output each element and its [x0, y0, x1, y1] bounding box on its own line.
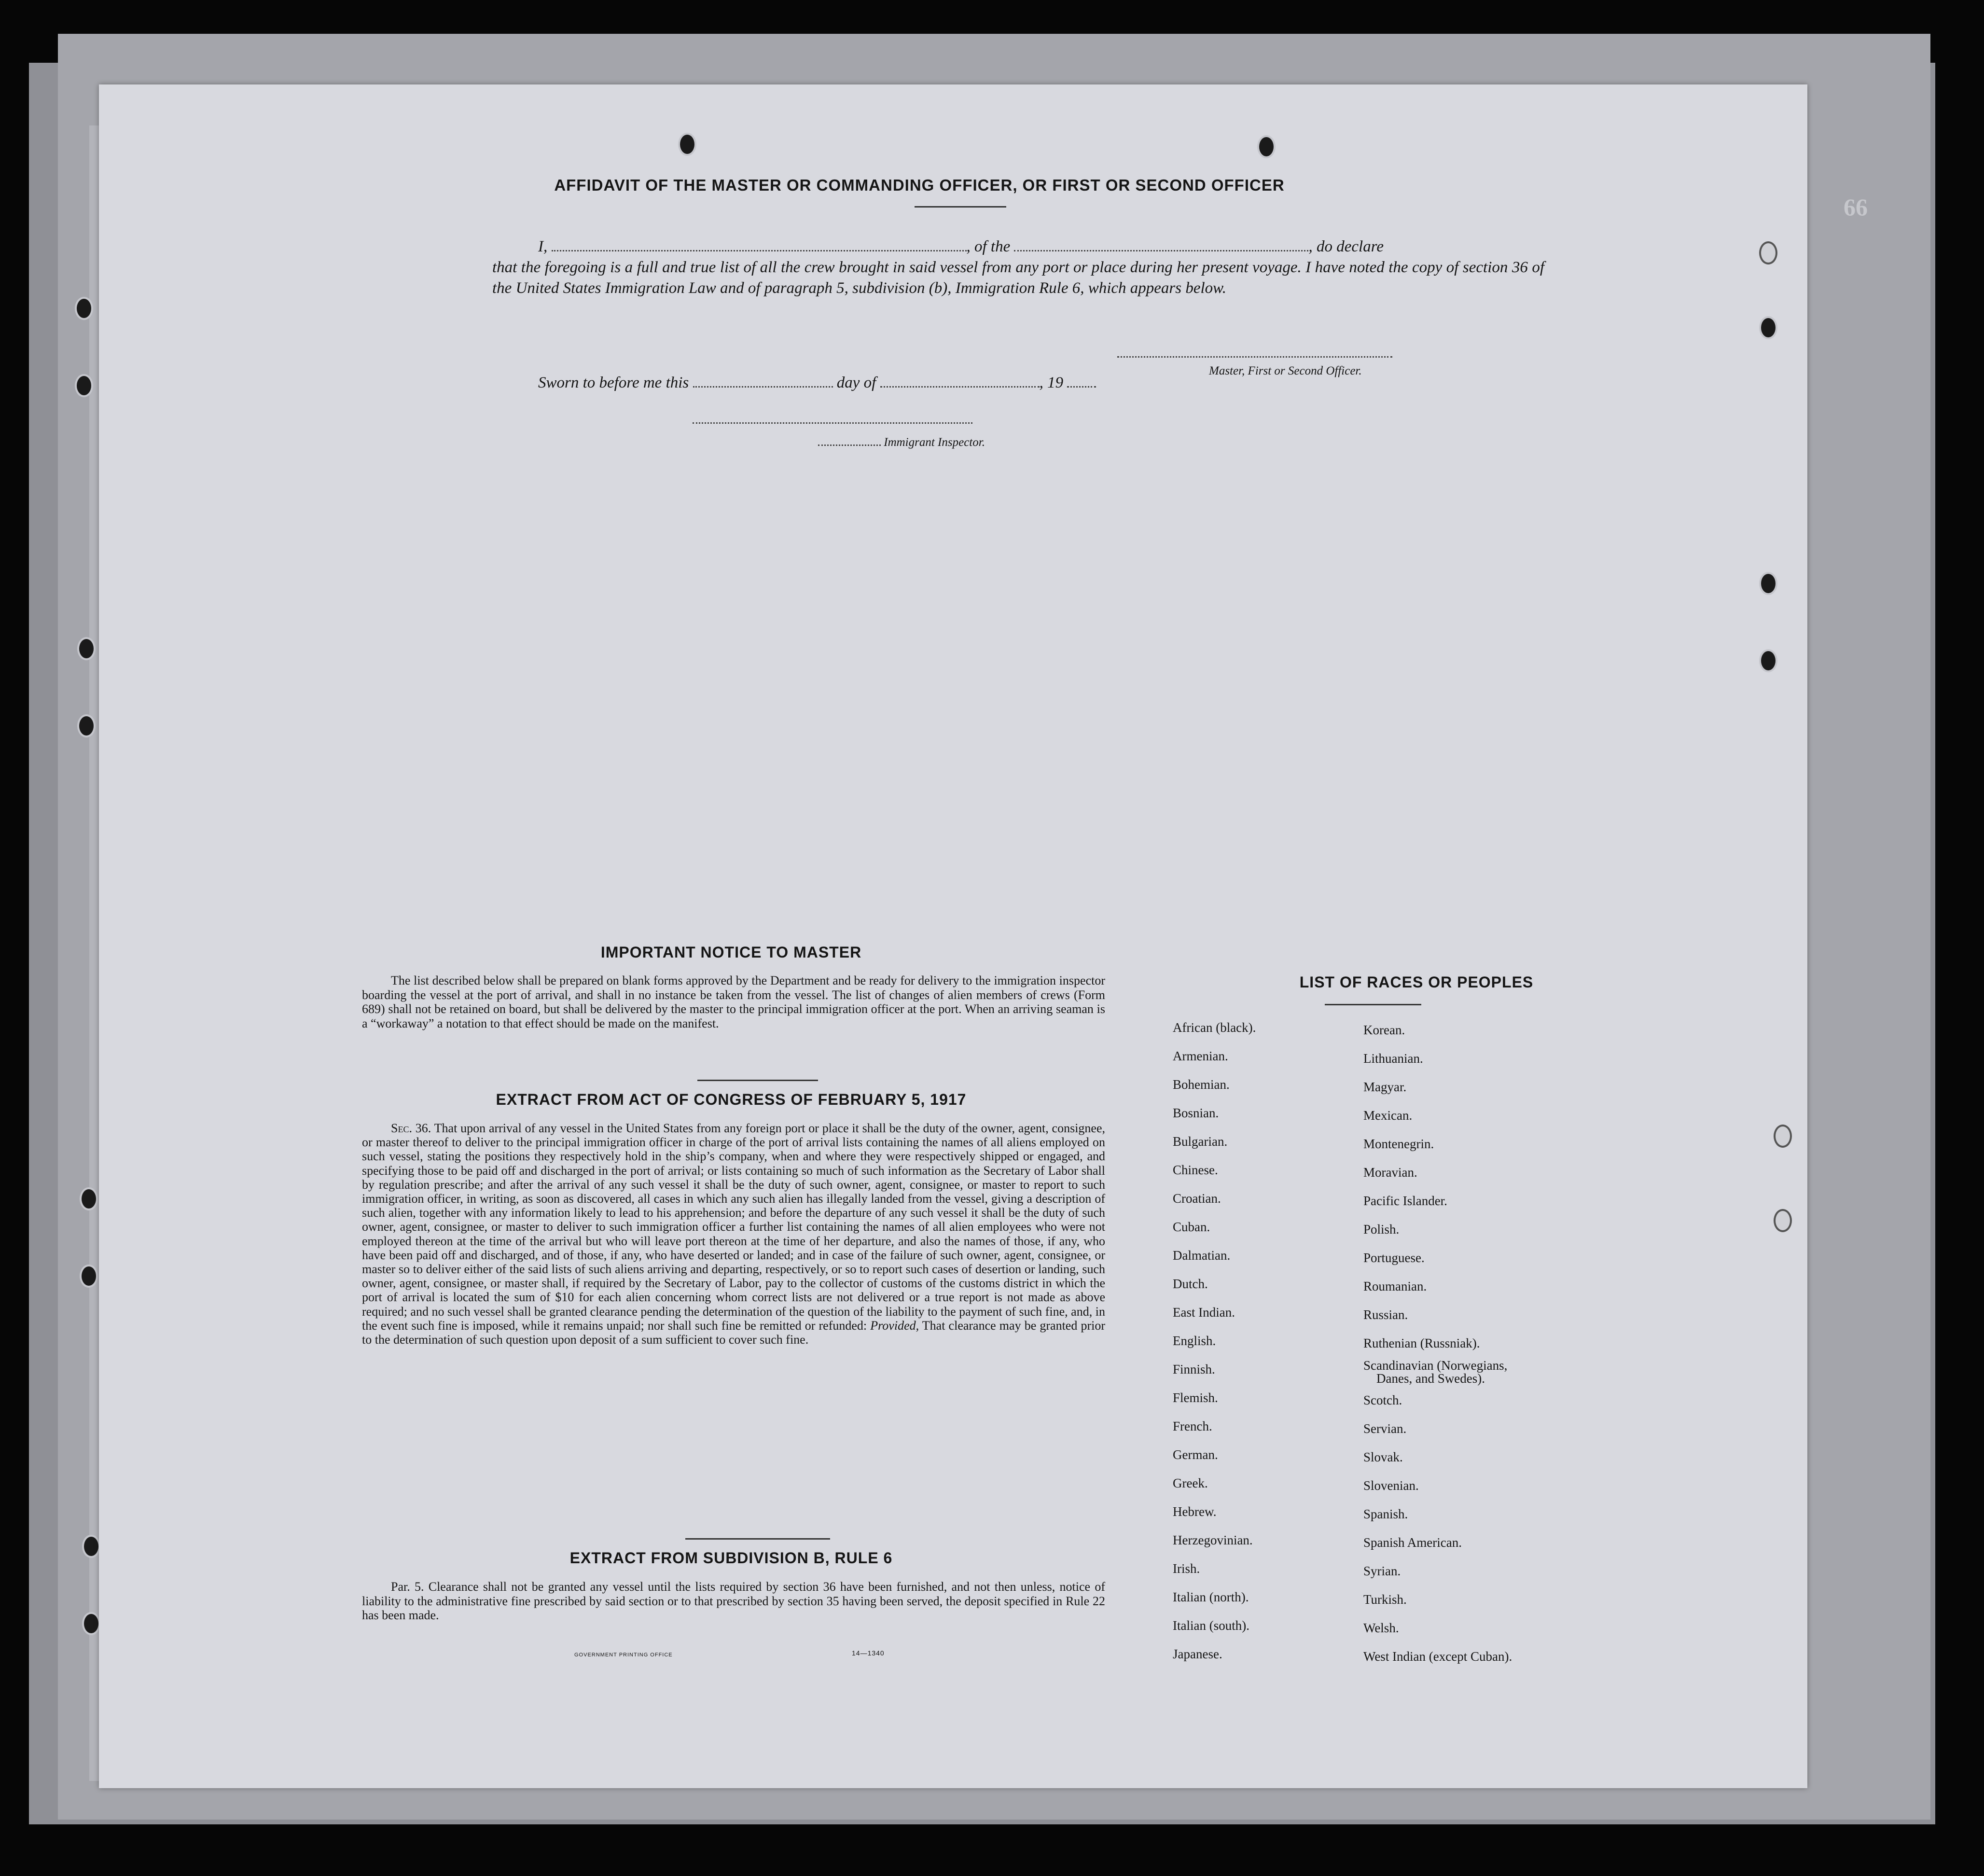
affidavit-declaration-line — [538, 236, 1552, 257]
day-of-label: day of — [836, 374, 876, 391]
race-item: Bohemian. — [1173, 1077, 1230, 1092]
race-item: Spanish. — [1363, 1507, 1408, 1521]
sworn-month-field[interactable] — [880, 372, 1040, 388]
binder-hole — [678, 133, 696, 156]
binder-hole — [82, 1535, 100, 1558]
race-item: Montenegrin. — [1363, 1137, 1434, 1151]
race-item: Hebrew. — [1173, 1504, 1217, 1519]
race-item: Spanish American. — [1363, 1535, 1462, 1550]
rule-extract-title: EXTRACT FROM SUBDIVISION B, RULE 6 — [569, 1549, 893, 1567]
act-provided-label: Provided, — [870, 1318, 919, 1333]
binder-hole — [77, 637, 96, 660]
title-underline — [915, 206, 1006, 208]
race-item: Bulgarian. — [1173, 1134, 1228, 1149]
notice-title: IMPORTANT NOTICE TO MASTER — [600, 944, 862, 961]
act-extract-body — [362, 1121, 1105, 1347]
race-item: Portuguese. — [1363, 1251, 1425, 1265]
year-label: , 19 — [1039, 374, 1064, 391]
affidavit-title: AFFIDAVIT OF THE MASTER OR COMMANDING OFFICER, OR FIRST OR SECOND OFFICER — [554, 176, 1285, 194]
binder-hole — [1257, 135, 1276, 158]
inspector-dots — [818, 434, 881, 446]
master-signature-line[interactable] — [1117, 356, 1392, 358]
race-item: Scandinavian (Norwegians, Danes, and Swedes). — [1363, 1358, 1508, 1386]
race-item: Turkish. — [1363, 1592, 1407, 1607]
binder-hole — [80, 1265, 98, 1288]
race-item: Scotch. — [1363, 1393, 1402, 1407]
races-right-column — [1363, 1016, 1512, 1671]
race-item: Japanese. — [1173, 1647, 1222, 1661]
race-item: Syrian. — [1363, 1564, 1401, 1578]
binder-hole — [80, 1187, 98, 1210]
race-item: African (black). — [1173, 1020, 1256, 1035]
race-item: Magyar. — [1363, 1080, 1407, 1094]
race-item: Servian. — [1363, 1421, 1407, 1436]
race-item: Finnish. — [1173, 1362, 1215, 1376]
binder-hole — [1759, 649, 1777, 672]
page-number: 66 — [1844, 194, 1868, 221]
race-item: Greek. — [1173, 1476, 1208, 1490]
inspector-label-text: Immigrant Inspector. — [884, 436, 985, 449]
race-item: Roumanian. — [1363, 1279, 1427, 1293]
race-item: Slovak. — [1363, 1450, 1403, 1464]
race-item: Armenian. — [1173, 1049, 1228, 1063]
race-item: Russian. — [1363, 1307, 1408, 1322]
binder-hole — [82, 1612, 100, 1635]
race-item: Flemish. — [1173, 1390, 1218, 1405]
rule-extract-body: Par. 5. Clearance shall not be granted any vessel until the lists required by section 36 have been furnished, and not then unless, notice of liability to the administrative fine prescribed by said section or to that prescribed by section 35 having been served, the deposit specified in Rule 22 has been made. — [362, 1580, 1105, 1622]
sworn-label: Sworn to before me this — [538, 374, 689, 391]
affidavit-body: that the foregoing is a full and true list of all the crew brought in said vessel from any port or place during her present voyage. I have noted the copy of section 36 of the United States Immigration Law and of paragraph 5, subdivision (b), Immigration Rule 6, which appears below. — [492, 259, 1544, 297]
binder-hole — [75, 297, 93, 320]
race-item: Chinese. — [1173, 1163, 1218, 1177]
sworn-day-field[interactable] — [693, 372, 833, 388]
race-item: Croatian. — [1173, 1191, 1221, 1206]
i-label: I, — [538, 238, 548, 255]
printer-mark: GOVERNMENT PRINTING OFFICE — [574, 1652, 673, 1658]
race-item: Bosnian. — [1173, 1106, 1219, 1120]
races-underline — [1325, 1004, 1421, 1005]
race-item: Korean. — [1363, 1023, 1405, 1037]
race-item: German. — [1173, 1447, 1218, 1462]
race-item: East Indian. — [1173, 1305, 1235, 1320]
race-item: West Indian (except Cuban). — [1363, 1649, 1512, 1664]
race-item: Lithuanian. — [1363, 1051, 1423, 1066]
master-signature-label: Master, First or Second Officer. — [1209, 364, 1362, 377]
binder-hole — [77, 714, 96, 737]
race-item: Polish. — [1363, 1222, 1400, 1237]
binder-hole — [1774, 1209, 1792, 1232]
do-declare-label: , do declare — [1308, 238, 1384, 255]
binder-hole — [75, 374, 93, 397]
form-code: 14—1340 — [852, 1649, 885, 1657]
race-item: Italian (north). — [1173, 1590, 1249, 1604]
inspector-label — [818, 432, 985, 453]
binder-hole — [1759, 572, 1777, 595]
race-item: Italian (south). — [1173, 1618, 1249, 1633]
race-item: Dalmatian. — [1173, 1248, 1231, 1263]
race-item: Pacific Islander. — [1363, 1194, 1447, 1208]
notice-divider — [697, 1080, 818, 1081]
binder-hole — [1759, 241, 1777, 264]
act-extract-title: EXTRACT FROM ACT OF CONGRESS OF FEBRUARY 5, 1917 — [496, 1091, 967, 1108]
of-the-label: , of the — [966, 238, 1011, 255]
act-body-part1: That upon arrival of any vessel in the United States from any foreign port or place it shall be the duty of the owner, agent, consignee, or master thereof to deliver to the principal immigration officer in charge of the port of arrival lists containing the names of all aliens employed on such vessel, stating the positions they respectively hold in the ship’s company, when and where they were respectively shipped or engaged, and specifying those to be paid off and discharged in the port of arrival; or lists containing so much of such information as the Secretary of Labor shall by regulation prescribe; and after the arrival of any such vessel it shall be the duty of such owner, agent, consignee, or master to report to such immigration officer, in writing, as soon as discovered, all cases in which any such alien has illegally landed from the vessel, giving a description of such alien, together with any information likely to lead to his apprehension; and before the departure of any such vessel it shall be the duty of such owner, agent, consignee, or master to deliver to such immigration officer a further list containing the names of all alien employees who were not employed thereon at the time of the arrival but who will leave port thereon at the time of her departure, and also the names of those, if any, who have been paid off and discharged, and of those, if any, who have deserted or landed; and in case of the failure of such owner, agent, consignee, or master so to deliver either of the said lists of such aliens arriving and departing, respectively, or so to report such cases of desertion or landing, such owner, agent, consignee, or master shall, if required by the Secretary of Labor, pay to the collector of customs of the customs district in which the port of arrival is located the sum of $10 for each alien concerning whom correct lists are not delivered or a true report is not made as above required; and no such vessel shall be granted clearance pending the determination of the question of the liability to the payment of such fine, and, in the event such fine is imposed, while it remains unpaid; nor shall such fine be remitted or refunded: — [362, 1121, 1106, 1333]
race-item: Herzegovinian. — [1173, 1533, 1253, 1547]
notice-body: The list described below shall be prepared on blank forms approved by the Department and be ready for delivery to the immigration inspector boarding the vessel at the port of arrival, and shall in no instance be taken from the vessel. The list of changes of alien members of crews (Form 689) shall not be retained on board, but shall be delivered by the master to the principal immigration officer at the port. When an arriving seaman is a “workaway” a notation to that effect should be made on the manifest. — [362, 973, 1105, 1030]
race-item: English. — [1173, 1334, 1216, 1348]
race-item: Mexican. — [1363, 1108, 1413, 1123]
act-divider — [685, 1538, 830, 1540]
name-field[interactable] — [552, 236, 967, 251]
race-item: Welsh. — [1363, 1621, 1399, 1635]
race-item: French. — [1173, 1419, 1212, 1433]
race-item: Cuban. — [1173, 1220, 1210, 1234]
inspector-signature-line[interactable] — [693, 422, 972, 424]
act-section-label: Sec. 36. — [391, 1121, 431, 1135]
race-item: Ruthenian (Russniak). — [1363, 1336, 1480, 1350]
race-item: Slovenian. — [1363, 1478, 1419, 1493]
races-title: LIST OF RACES OR PEOPLES — [1299, 973, 1534, 991]
binder-hole — [1759, 316, 1777, 339]
sworn-year-field[interactable] — [1067, 372, 1096, 388]
race-item: Moravian. — [1363, 1165, 1417, 1180]
vessel-field[interactable] — [1014, 236, 1308, 251]
races-left-column — [1173, 1014, 1256, 1668]
binder-hole — [1774, 1125, 1792, 1148]
race-item: Irish. — [1173, 1561, 1200, 1576]
act-body-part2: That clearance may be granted prior to the determination of such question upon deposit of a sum sufficient to cover such fine. — [362, 1318, 1106, 1347]
form-page — [99, 84, 1807, 1788]
race-item: Dutch. — [1173, 1277, 1208, 1291]
sworn-line — [538, 372, 1262, 393]
